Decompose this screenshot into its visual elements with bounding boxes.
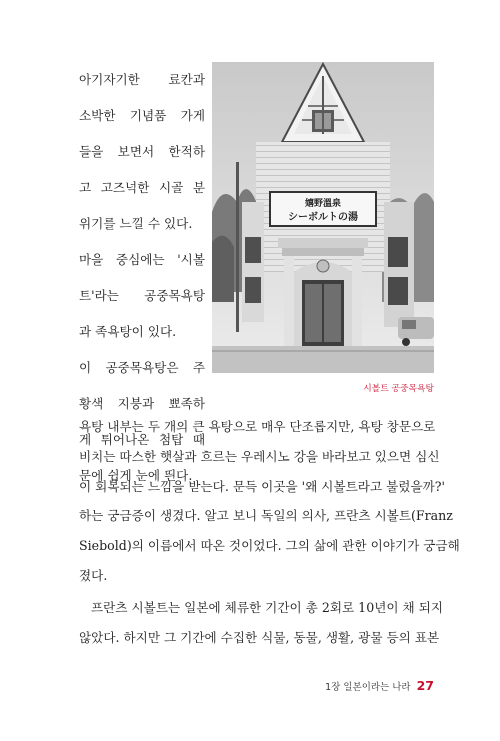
side-line: 위기를 느낄 수 있다.	[79, 216, 193, 231]
page-number: 27	[416, 678, 434, 693]
body-line: 졌다.	[79, 567, 108, 583]
side-line: 아기자기한 료칸과	[79, 72, 205, 87]
page-footer	[325, 678, 434, 693]
body-text	[79, 412, 460, 652]
side-line: 문에 쉽게 눈에 띈다.	[79, 468, 193, 483]
body-line: 비치는 따스한 햇살과 흐르는 우레시노 강을 바라보고 있으면 심신	[79, 448, 440, 464]
chapter-title: 1장 일본이라는 나라	[325, 682, 411, 693]
sign-text-bottom: シーボルトの湯	[288, 212, 358, 223]
sign-text-top: 嬉野溫泉	[304, 199, 342, 209]
side-line: 고 고즈넉한 시골 분	[79, 180, 205, 195]
side-line: 과 족욕탕이 있다.	[79, 324, 177, 339]
body-line: 하는 궁금증이 생겼다. 알고 보니 독일의 의사, 프란츠 시볼트(Franz	[79, 508, 453, 524]
body-line: 않았다. 하지만 그 기간에 수집한 식물, 동물, 생활, 광물 등의 표본	[79, 629, 440, 645]
body-line: Siebold)의 이름에서 따온 것이었다. 그의 삶에 관한 이야기가 궁금해	[79, 538, 460, 554]
side-line: 마을 중심에는 '시볼	[79, 252, 205, 267]
side-line: 이 공중목욕탕은 주	[79, 360, 205, 375]
body-line: 이 회복되는 느낌을 받는다. 문득 이곳을 '왜 시볼트라고 불렀을까?'	[79, 478, 446, 494]
photo-caption: 시볼트 공중목욕탕	[363, 384, 434, 394]
body-line: 욕탕 내부는 두 개의 큰 욕탕으로 매우 단조롭지만, 욕탕 창문으로	[79, 419, 436, 434]
bathhouse-photo	[212, 62, 434, 373]
bathhouse-illustration	[212, 62, 434, 373]
side-line: 들을 보면서 한적하	[79, 144, 205, 159]
side-line: 소박한 기념품 가게	[79, 108, 205, 123]
side-line: 게 튀어나온 첨탑 때	[79, 432, 205, 447]
side-line: 황색 지붕과 뾰족하	[79, 396, 205, 411]
side-line: 트'라는 공중목욕탕	[79, 288, 205, 303]
body-line: 프란츠 시볼트는 일본에 체류한 기간이 총 2회로 10년이 채 되지	[91, 599, 444, 615]
